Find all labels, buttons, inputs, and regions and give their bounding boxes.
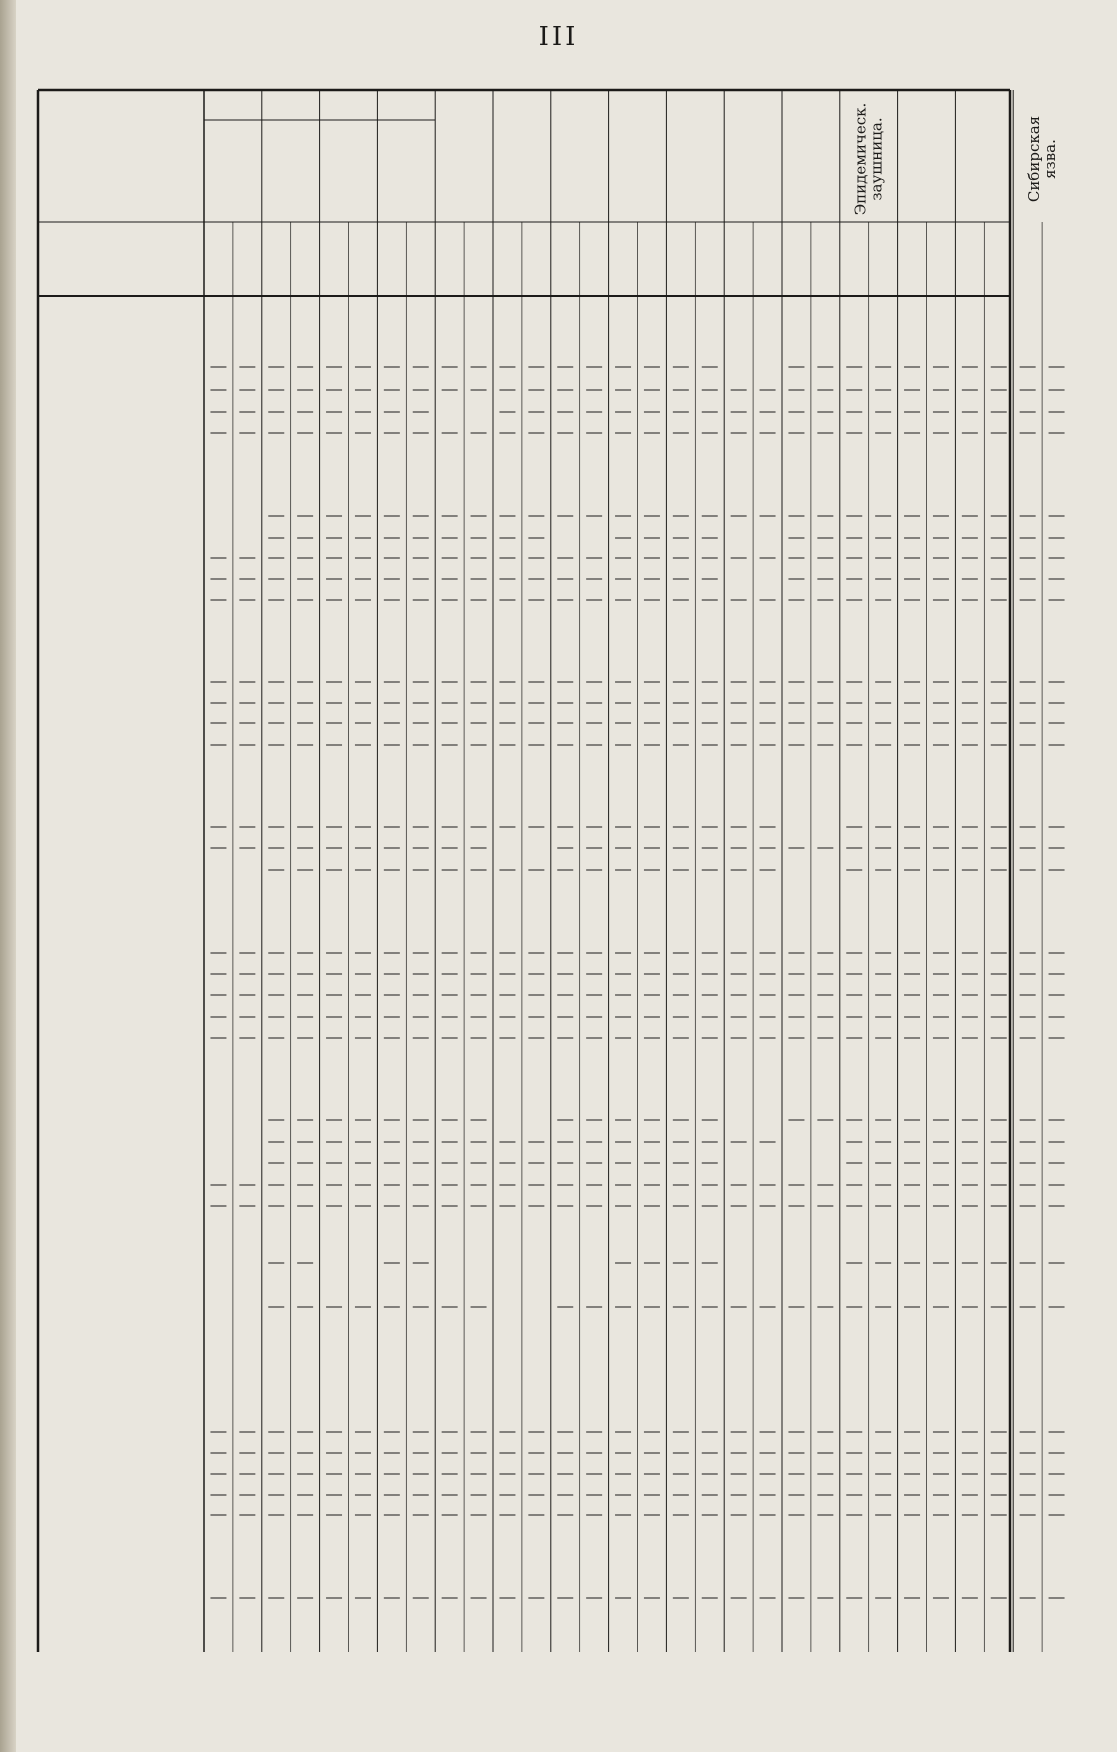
disease-header: Сибирская — [1025, 115, 1044, 203]
page-number: III — [538, 22, 579, 52]
disease-header: Эпидемическ. — [851, 102, 870, 216]
disease-header: язва. — [1041, 139, 1060, 179]
disease-header: заушница. — [867, 117, 886, 201]
